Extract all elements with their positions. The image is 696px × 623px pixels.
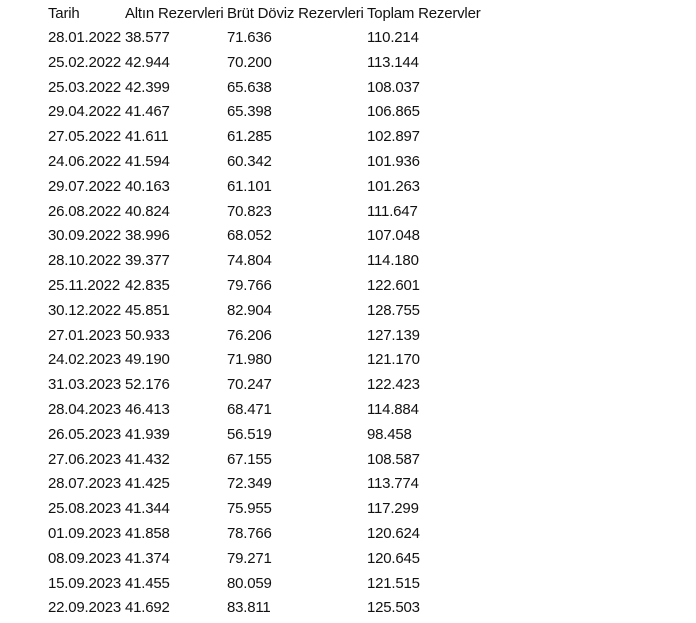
cell-total: 101.936: [367, 152, 420, 170]
table-body: [48, 27, 507, 622]
cell-date: 08.09.2023: [48, 549, 122, 567]
cell-date: 25.11.2022: [48, 276, 120, 294]
cell-total: 113.774: [367, 475, 419, 493]
cell-total: 98.458: [367, 425, 412, 443]
reserves-table: [48, 3, 507, 622]
cell-total: 107.048: [367, 227, 420, 245]
table-row: [48, 349, 507, 374]
cell-gold: 50.933: [125, 326, 170, 344]
cell-date: 30.12.2022: [48, 301, 122, 319]
cell-gross-fx: 68.052: [227, 227, 272, 245]
table-row: [48, 473, 507, 498]
table-row: [48, 399, 507, 424]
cell-gross-fx: 72.349: [227, 475, 272, 493]
cell-gross-fx: 75.955: [227, 500, 272, 518]
cell-date: 27.05.2022: [48, 128, 122, 146]
cell-gross-fx: 71.980: [227, 351, 272, 369]
table-row: [48, 573, 507, 598]
cell-gross-fx: 67.155: [227, 450, 272, 468]
cell-gold: 45.851: [125, 301, 170, 319]
cell-gold: 49.190: [125, 351, 170, 369]
cell-total: 121.170: [367, 351, 420, 369]
cell-total: 106.865: [367, 103, 420, 121]
table-header-row: [48, 3, 507, 27]
cell-date: 30.09.2022: [48, 227, 122, 245]
cell-date: 25.02.2022: [48, 53, 122, 71]
cell-date: 01.09.2023: [48, 524, 122, 542]
cell-total: 111.647: [367, 202, 418, 220]
cell-total: 108.037: [367, 78, 420, 96]
cell-gross-fx: 68.471: [227, 400, 272, 418]
cell-total: 120.645: [367, 549, 420, 567]
cell-total: 117.299: [367, 500, 419, 518]
cell-gold: 40.824: [125, 202, 170, 220]
cell-gold: 38.577: [125, 29, 170, 46]
cell-gold: 41.611: [125, 128, 169, 146]
cell-date: 27.06.2023: [48, 450, 122, 468]
cell-gross-fx: 65.638: [227, 78, 272, 96]
cell-date: 29.07.2022: [48, 177, 122, 195]
cell-total: 108.587: [367, 450, 420, 468]
cell-total: 125.503: [367, 599, 420, 617]
cell-gross-fx: 74.804: [227, 252, 272, 270]
table-row: [48, 225, 507, 250]
cell-total: 101.263: [367, 177, 420, 195]
cell-total: 127.139: [367, 326, 420, 344]
cell-gold: 41.858: [125, 524, 170, 542]
cell-gross-fx: 65.398: [227, 103, 272, 121]
table-row: [48, 523, 507, 548]
cell-gold: 46.413: [125, 400, 170, 418]
cell-gross-fx: 83.811: [227, 599, 271, 617]
cell-gold: 41.432: [125, 450, 170, 468]
cell-date: 22.09.2023: [48, 599, 122, 617]
cell-total: 128.755: [367, 301, 420, 319]
cell-gold: 41.594: [125, 152, 170, 170]
table-row: [48, 27, 507, 52]
header-gross-fx-reserves: Brüt Döviz Rezervleri: [227, 5, 364, 22]
cell-date: 26.05.2023: [48, 425, 122, 443]
cell-gross-fx: 71.636: [227, 29, 272, 46]
cell-total: 120.624: [367, 524, 420, 542]
table-row: [48, 597, 507, 622]
cell-date: 28.10.2022: [48, 252, 122, 270]
cell-gold: 41.467: [125, 103, 170, 121]
cell-gross-fx: 56.519: [227, 425, 272, 443]
cell-gross-fx: 82.904: [227, 301, 272, 319]
cell-gold: 42.944: [125, 53, 170, 71]
cell-gold: 38.996: [125, 227, 170, 245]
cell-gross-fx: 70.247: [227, 376, 272, 394]
table-row: [48, 52, 507, 77]
table-row: [48, 325, 507, 350]
table-row: [48, 201, 507, 226]
cell-total: 114.180: [367, 252, 419, 270]
cell-gross-fx: 76.206: [227, 326, 272, 344]
table-row: [48, 126, 507, 151]
cell-date: 28.04.2023: [48, 400, 122, 418]
cell-date: 15.09.2023: [48, 574, 122, 592]
cell-date: 25.03.2022: [48, 78, 122, 96]
header-gold-reserves: Altın Rezervleri: [125, 5, 224, 22]
table-row: [48, 498, 507, 523]
cell-gold: 41.344: [125, 500, 170, 518]
cell-total: 110.214: [367, 29, 419, 46]
cell-gross-fx: 61.101: [227, 177, 272, 195]
cell-date: 26.08.2022: [48, 202, 122, 220]
cell-total: 113.144: [367, 53, 419, 71]
cell-total: 122.601: [367, 276, 420, 294]
header-total-reserves: Toplam Rezervler: [367, 5, 481, 22]
table-row: [48, 449, 507, 474]
cell-gross-fx: 70.823: [227, 202, 272, 220]
cell-total: 102.897: [367, 128, 420, 146]
cell-date: 27.01.2023: [48, 326, 122, 344]
cell-gold: 52.176: [125, 376, 170, 394]
table-row: [48, 548, 507, 573]
cell-gross-fx: 61.285: [227, 128, 272, 146]
table-row: [48, 101, 507, 126]
table-row: [48, 275, 507, 300]
cell-gross-fx: 60.342: [227, 152, 272, 170]
cell-gold: 39.377: [125, 252, 170, 270]
cell-gold: 41.374: [125, 549, 170, 567]
cell-date: 24.06.2022: [48, 152, 122, 170]
cell-gross-fx: 80.059: [227, 574, 272, 592]
table-row: [48, 374, 507, 399]
cell-date: 28.07.2023: [48, 475, 122, 493]
cell-total: 122.423: [367, 376, 420, 394]
cell-date: 25.08.2023: [48, 500, 122, 518]
cell-gold: 42.399: [125, 78, 170, 96]
cell-gold: 41.425: [125, 475, 170, 493]
cell-gross-fx: 70.200: [227, 53, 272, 71]
table-row: [48, 250, 507, 275]
table-row: [48, 176, 507, 201]
cell-gold: 40.163: [125, 177, 170, 195]
table-row: [48, 151, 507, 176]
cell-gold: 41.692: [125, 599, 170, 617]
cell-gold: 42.835: [125, 276, 170, 294]
table-row: [48, 424, 507, 449]
cell-total: 114.884: [367, 400, 419, 418]
cell-gross-fx: 79.766: [227, 276, 272, 294]
cell-date: 28.01.2022: [48, 29, 122, 46]
table-row: [48, 77, 507, 102]
table-row: [48, 300, 507, 325]
cell-gold: 41.455: [125, 574, 170, 592]
cell-gross-fx: 79.271: [227, 549, 272, 567]
cell-date: 31.03.2023: [48, 376, 122, 394]
header-date: Tarih: [48, 5, 80, 22]
cell-date: 29.04.2022: [48, 103, 122, 121]
cell-total: 121.515: [367, 574, 420, 592]
cell-gross-fx: 78.766: [227, 524, 272, 542]
cell-date: 24.02.2023: [48, 351, 122, 369]
cell-gold: 41.939: [125, 425, 170, 443]
